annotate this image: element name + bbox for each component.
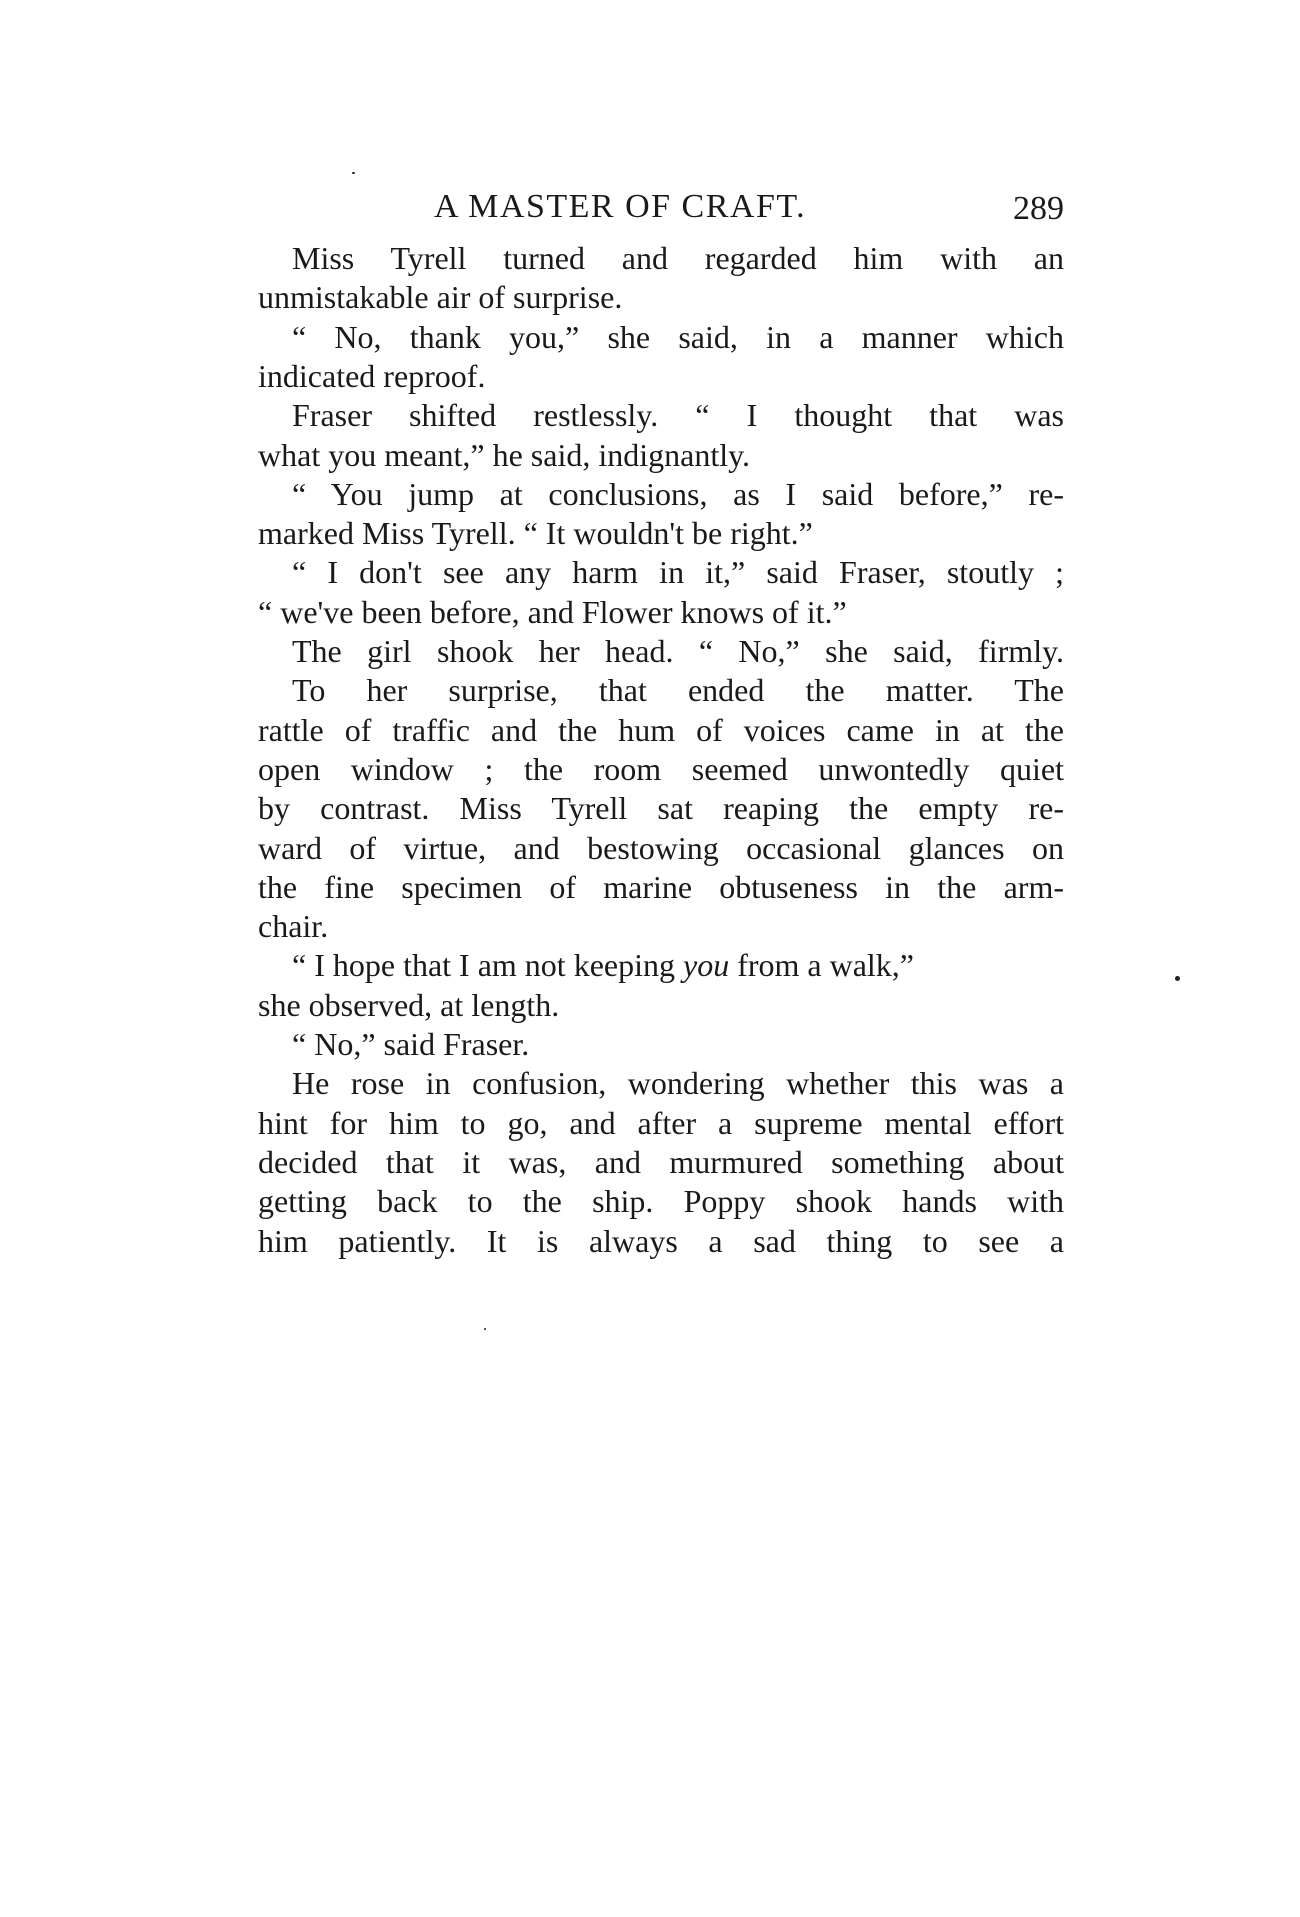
text-line: Fraser shifted restlessly. “ I thought that was: [292, 397, 1064, 434]
text-line: “ No,” said Fraser.: [292, 1026, 530, 1062]
text-line: To her surprise, that ended the matter. The: [292, 672, 1064, 709]
paper-speck: [484, 1328, 486, 1330]
text-line: “ No, thank you,” she said, in a manner which: [292, 318, 1064, 355]
text-line: chair.: [258, 908, 329, 945]
text-line: what you meant,” he said, indignantly.: [258, 436, 751, 473]
paper-speck: [352, 172, 355, 174]
text-line: unmistakable air of surprise.: [258, 279, 623, 316]
text-line: the fine specimen of marine obtuseness in the arm-: [258, 868, 1064, 905]
text-line: rattle of traffic and the hum of voices came in at the: [258, 711, 1064, 748]
text-line: “ You jump at conclusions, as I said before,” re-: [292, 475, 1064, 512]
text-line: “ we've been before, and Flower knows of it.”: [258, 593, 847, 630]
page-number: 289: [1013, 190, 1064, 227]
text-line: open window ; the room seemed unwontedly quiet: [258, 750, 1064, 787]
text-line: “ I don't see any harm in it,” said Fraser, stoutly ;: [292, 554, 1064, 591]
text-line: by contrast. Miss Tyrell sat reaping the empty re-: [258, 790, 1064, 827]
text-line: He rose in confusion, wondering whether this was a: [292, 1065, 1064, 1102]
text-line: him patiently. It is always a sad thing to see a: [258, 1222, 1064, 1259]
text-run: “ I hope that I am not keeping: [292, 947, 683, 984]
emphasis-word: you: [682, 947, 730, 984]
text-line: marked Miss Tyrell. “ It wouldn't be right.”: [258, 515, 813, 552]
text-line: Miss Tyrell turned and regarded him with an: [292, 240, 1064, 276]
text-line: ward of virtue, and bestowing occasional glances on: [258, 829, 1064, 866]
text-line: [258, 945, 1064, 985]
text-line: The girl shook her head. “ No,” she said, firmly.: [292, 633, 1064, 669]
text-line: getting back to the ship. Poppy shook hands with: [258, 1183, 1064, 1220]
text-run: from a walk,”: [729, 947, 914, 984]
text-line: she observed, at length.: [258, 986, 560, 1023]
text-line: indicated reproof.: [258, 357, 486, 394]
paper-speck: [1175, 976, 1180, 981]
page-header: [258, 188, 1064, 238]
text-line: decided that it was, and murmured something about: [258, 1143, 1064, 1180]
running-title: A MASTER OF CRAFT.: [434, 188, 807, 225]
text-line: hint for him to go, and after a supreme mental effort: [258, 1104, 1064, 1141]
